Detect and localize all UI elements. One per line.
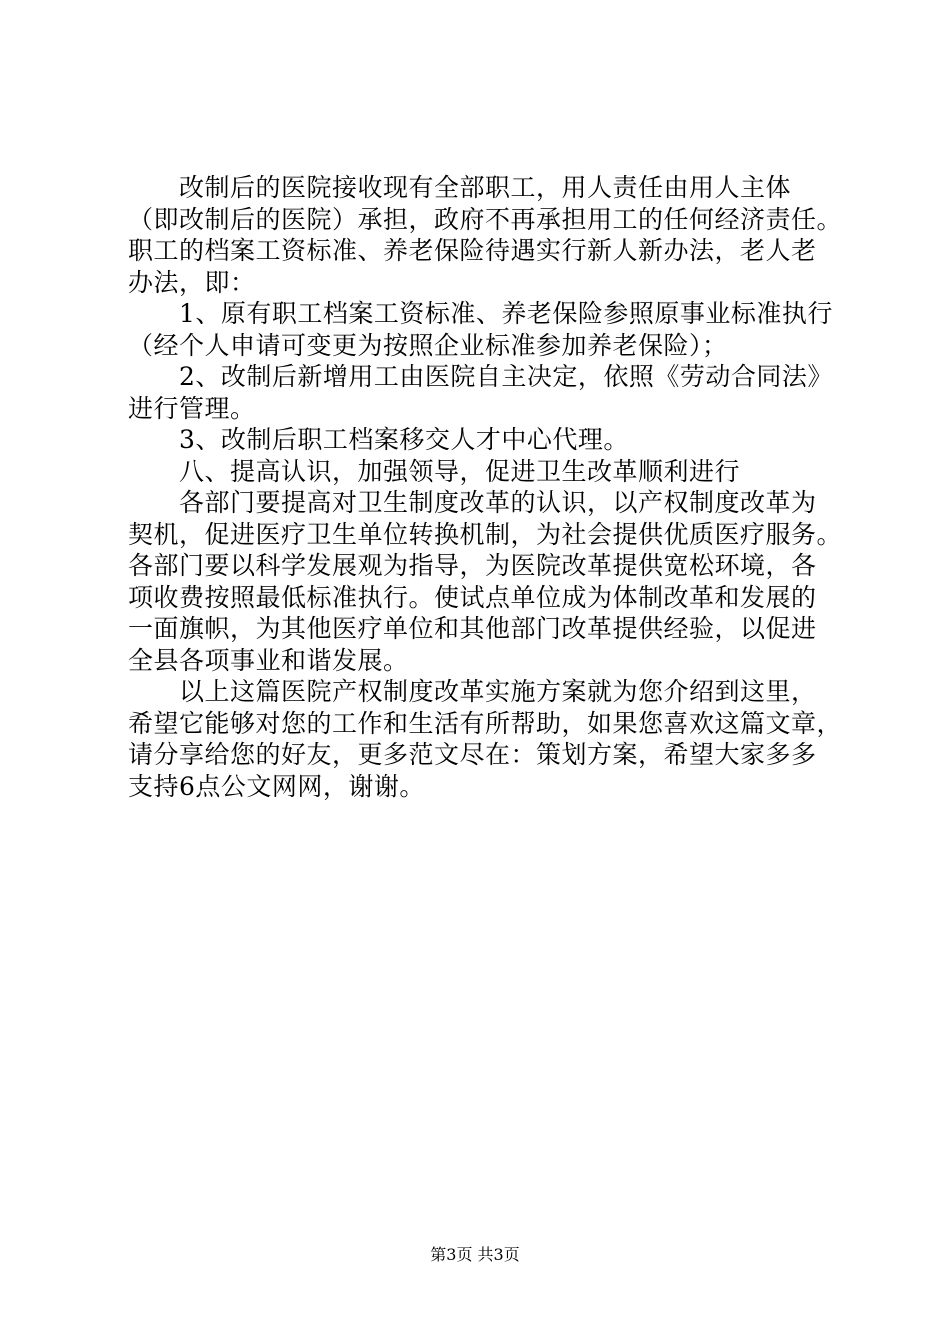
text-line: 希望它能够对您的工作和生活有所帮助，如果您喜欢这篇文章，: [128, 708, 843, 738]
text-line: 1、原有职工档案工资标准、养老保险参照原事业标准执行: [128, 299, 833, 328]
document-body: [128, 172, 843, 802]
text-line: 各部门要以科学发展观为指导，为医院改革提供宽松环境，各: [128, 551, 817, 580]
text-line: 一面旗帜，为其他医疗单位和其他部门改革提供经验，以促进: [128, 614, 817, 643]
text-line: 请分享给您的好友，更多范文尽在：策划方案，希望大家多多: [128, 740, 817, 769]
text-line: 改制后的医院接收现有全部职工，用人责任由用人主体: [128, 173, 792, 202]
text-line: 契机，促进医疗卫生单位转换机制，为社会提供优质医疗服务。: [128, 519, 843, 549]
text-line: 各部门要提高对卫生制度改革的认识，以产权制度改革为: [128, 488, 817, 517]
section-heading: 八、提高认识，加强领导，促进卫生改革顺利进行: [128, 456, 741, 486]
text-line: 3、改制后职工档案移交人才中心代理。: [128, 425, 629, 454]
page-number-footer: 第3页 共3页: [430, 1245, 520, 1264]
text-line: 办法，即：: [128, 267, 256, 297]
text-line: 进行管理。: [128, 393, 256, 423]
text-line: 2、改制后新增用工由医院自主决定，依照《劳动合同法》: [128, 362, 833, 391]
text-line: 职工的档案工资标准、养老保险待遇实行新人新办法，老人老: [128, 236, 817, 265]
text-line: 支持6点公文网网，谢谢。: [128, 771, 425, 801]
text-line: 项收费按照最低标准执行。使试点单位成为体制改革和发展的: [128, 582, 817, 612]
text-line: 以上这篇医院产权制度改革实施方案就为您介绍到这里，: [128, 677, 817, 706]
text-line: （经个人申请可变更为按照企业标准参加养老保险）；: [128, 330, 728, 360]
text-line: （即改制后的医院）承担，政府不再承担用工的任何经济责任。: [128, 204, 843, 234]
text-line: 全县各项事业和谐发展。: [128, 645, 409, 675]
